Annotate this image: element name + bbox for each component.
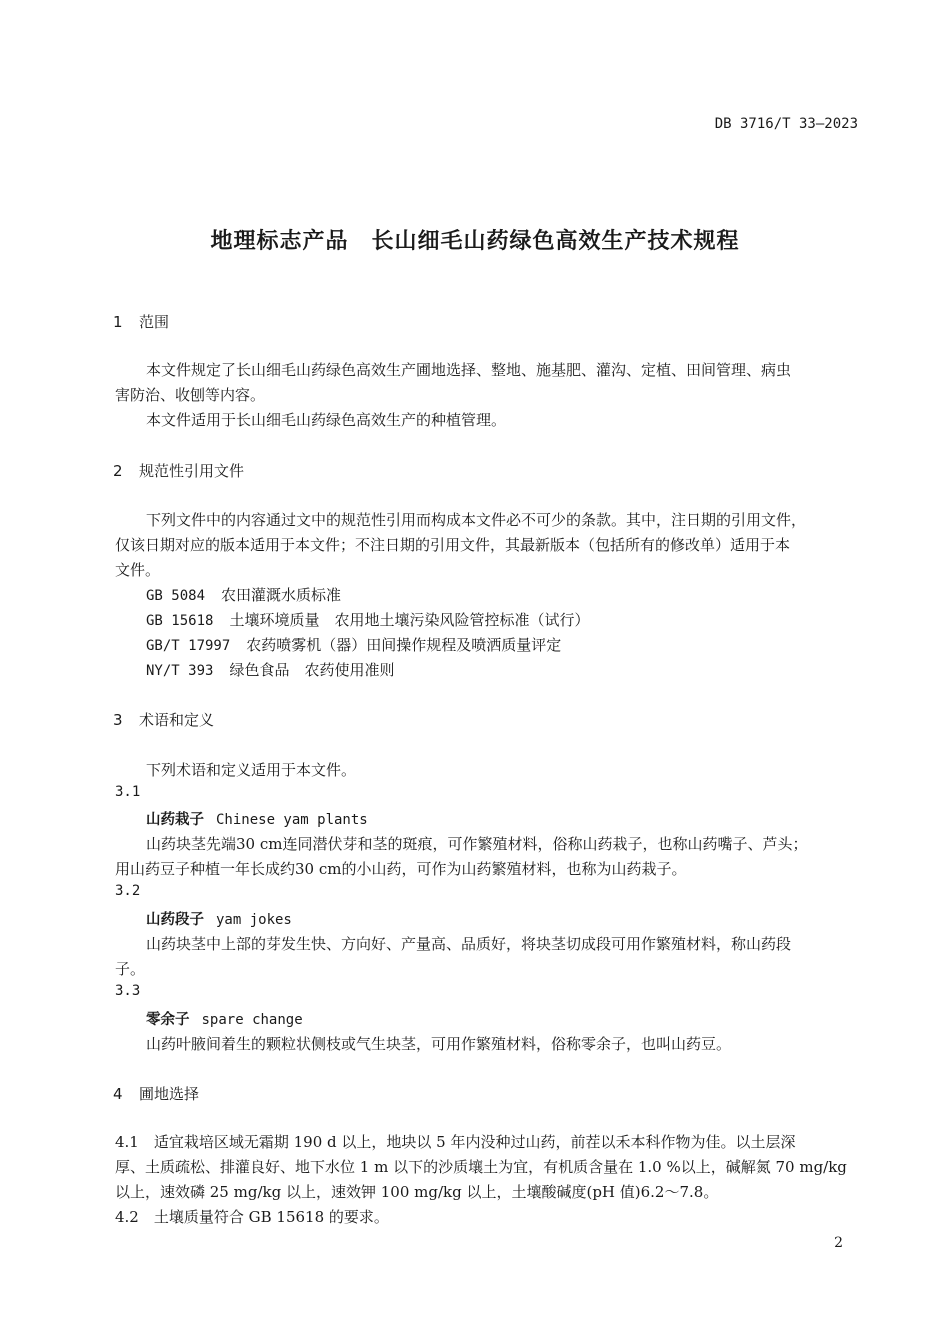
reference-code: GB/T 17997 (146, 638, 231, 654)
term-definition-line-1: 山药叶腋间着生的颗粒状侧枝或气生块茎，可用作繁殖材料，俗称零余子，也叫山药豆。 (146, 1035, 732, 1053)
section-4-title: 圃地选择 (139, 1085, 200, 1103)
term-english-name: spare change (201, 1012, 303, 1028)
reference-code: NY/T 393 (146, 663, 214, 679)
clause-4-2: 4.2 土壤质量符合 GB 15618 的要求。 (115, 1208, 389, 1226)
term-number: 3.1 (115, 784, 141, 800)
section-1-title: 范围 (139, 313, 170, 331)
reference-item (146, 609, 589, 630)
document-code: DB 3716/T 33—2023 (714, 116, 858, 132)
section-1-number: 1 (113, 313, 123, 331)
term-definition-line-2: 用山药豆子种植一年长成约30 cm的小山药，可作为山药繁殖材料，也称为山药栽子。 (115, 860, 687, 878)
section-1-paragraph-2: 本文件适用于长山细毛山药绿色高效生产的种植管理。 (146, 411, 507, 429)
section-1-heading (113, 311, 169, 332)
term-title (146, 1008, 303, 1029)
section-3-title: 术语和定义 (139, 711, 215, 729)
reference-code: GB 15618 (146, 613, 214, 629)
section-3-intro: 下列术语和定义适用于本文件。 (146, 761, 357, 779)
section-2-number: 2 (113, 462, 123, 480)
reference-name: 绿色食品 农药使用准则 (229, 661, 395, 679)
reference-name: 土壤环境质量 农用地土壤污染风险管控标准（试行） (229, 611, 590, 629)
section-2-paragraph-line-3: 文件。 (115, 561, 161, 579)
section-3-number: 3 (113, 711, 123, 729)
section-2-heading (113, 460, 244, 481)
section-2-paragraph-line-2: 仅该日期对应的版本适用于本文件；不注日期的引用文件，其最新版本（包括所有的修改单）适用于本 (115, 536, 791, 554)
reference-item (146, 634, 561, 655)
section-1-paragraph-1-line-1: 本文件规定了长山细毛山药绿色高效生产圃地选择、整地、施基肥、灌沟、定植、田间管理、病虫 (146, 361, 792, 379)
term-english-name: yam jokes (216, 912, 292, 928)
term-english-name: Chinese yam plants (216, 812, 368, 828)
term-title (146, 908, 292, 929)
reference-item (146, 584, 341, 605)
section-4-number: 4 (113, 1085, 123, 1103)
term-number: 3.2 (115, 883, 141, 899)
section-4-heading (113, 1083, 199, 1104)
term-title (146, 808, 368, 829)
clause-4-1-line-3: 以上，速效磷 25 mg/kg 以上，速效钾 100 mg/kg 以上，土壤酸碱度(pH 值)6.2～7.8。 (115, 1183, 719, 1201)
section-1-paragraph-1-line-2: 害防治、收刨等内容。 (115, 386, 266, 404)
term-number: 3.3 (115, 983, 141, 999)
reference-item (146, 659, 394, 680)
clause-4-1-line-1: 4.1 适宜栽培区域无霜期 190 d 以上，地块以 5 年内没种过山药，前茬以禾本科作物为佳。以土层深 (115, 1133, 796, 1151)
reference-name: 农药喷雾机（器）田间操作规程及喷洒质量评定 (246, 636, 562, 654)
section-2-title: 规范性引用文件 (139, 462, 245, 480)
page-title: 地理标志产品 长山细毛山药绿色高效生产技术规程 (210, 229, 740, 254)
term-chinese-name: 山药段子 (146, 912, 204, 928)
term-definition-line-2: 子。 (115, 960, 146, 978)
reference-name: 农田灌溉水质标准 (221, 586, 342, 604)
clause-4-1-line-2: 厚、土质疏松、排灌良好、地下水位 1 m 以下的沙质壤土为宜，有机质含量在 1.0 %以上，碱解氮 70 mg/kg (115, 1158, 847, 1176)
term-definition-line-1: 山药块茎先端30 cm连同潜伏芽和茎的斑痕，可作繁殖材料，俗称山药栽子，也称山药嘴子、芦头； (146, 835, 808, 853)
term-chinese-name: 零余子 (146, 1012, 190, 1028)
page-number: 2 (834, 1235, 843, 1251)
term-definition-line-1: 山药块茎中上部的芽发生快、方向好、产量高、品质好，将块茎切成段可用作繁殖材料，称山药段 (146, 935, 792, 953)
reference-code: GB 5084 (146, 588, 206, 604)
term-chinese-name: 山药栽子 (146, 812, 204, 828)
section-3-heading (113, 709, 214, 730)
section-2-paragraph-line-1: 下列文件中的内容通过文中的规范性引用而构成本文件必不可少的条款。其中，注日期的引用文件， (146, 511, 807, 529)
